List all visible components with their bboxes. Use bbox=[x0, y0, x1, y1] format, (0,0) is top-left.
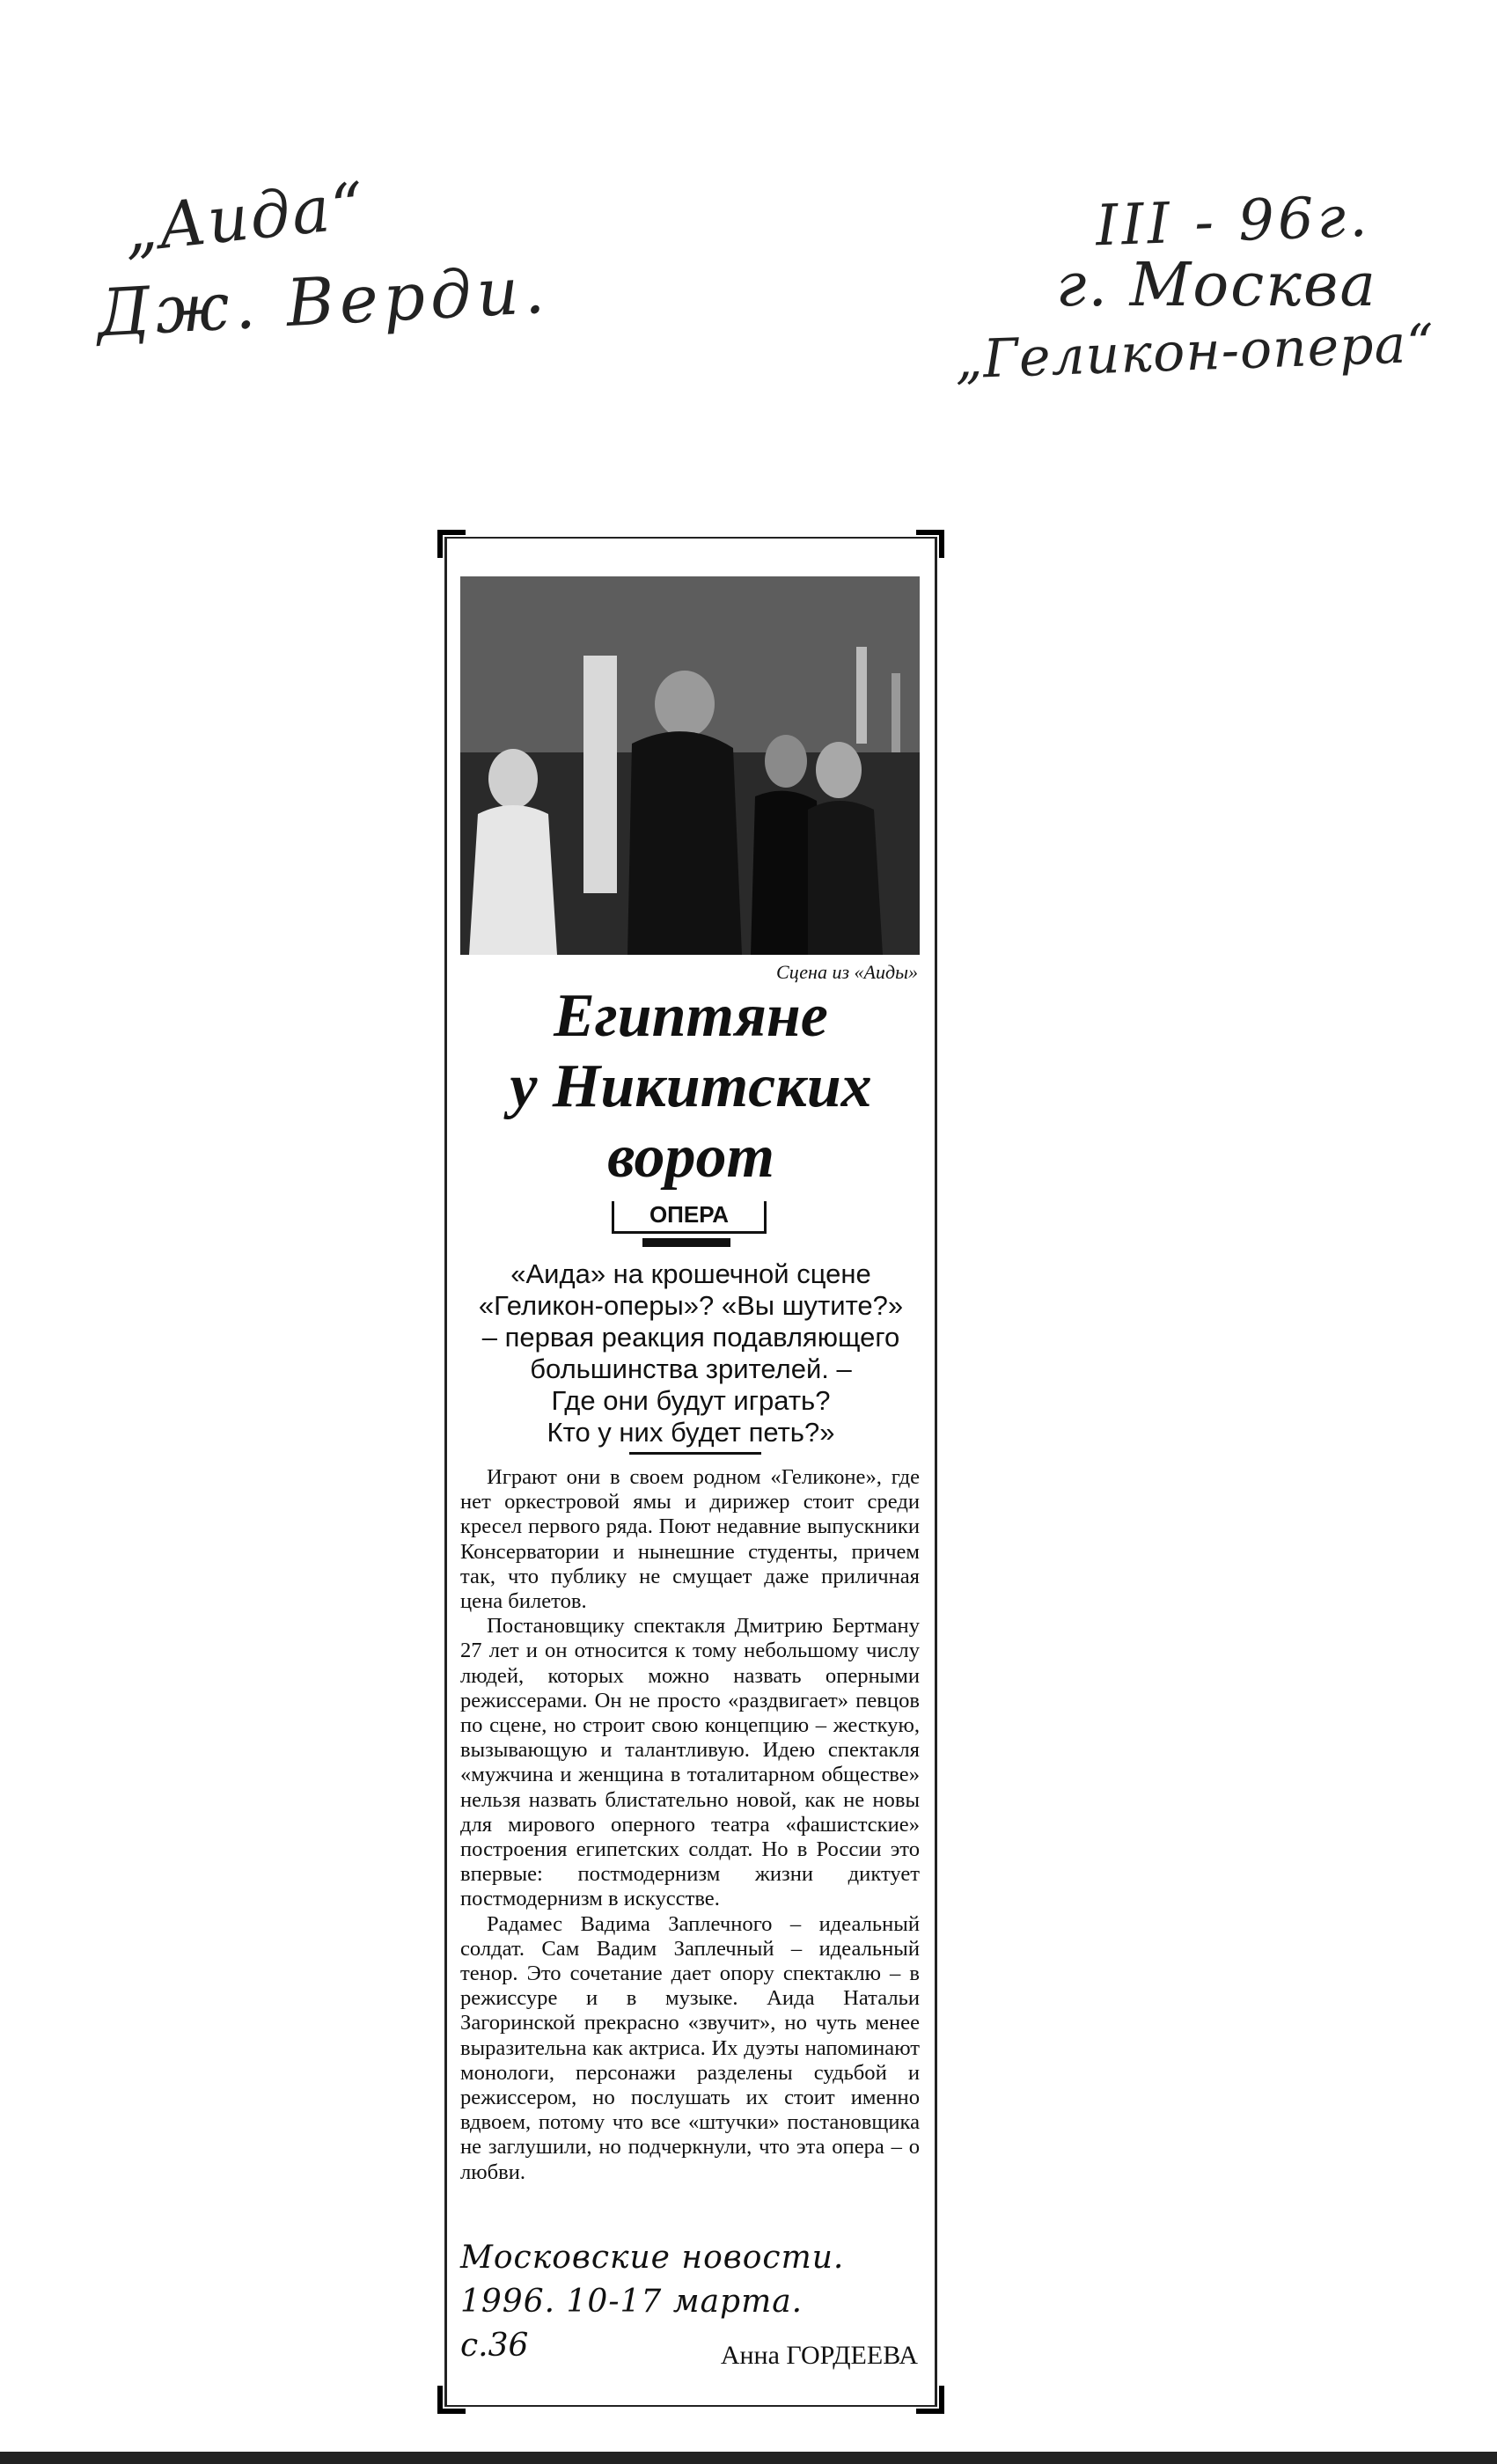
headline-line: Египтяне bbox=[554, 982, 828, 1050]
body-paragraph: Радамес Вадима Заплечного – идеальный солдат. Сам Вадим Заплечный – идеальный тенор. Это сочетание дает опору спектаклю – в режиссуре и в музыке. Аида Натальи Загоринской прекрасно «звучит», но чуть менее выразительна как актриса. Их дуэты напоминают монологи, персонажи разделены судьбой и режиссером, но послушать их стоит именно вдвоем, потому что все «штучки» постановщика не заглушили, но подчеркнули, что эта опера – о любви. bbox=[460, 1911, 920, 2184]
headline-line: ворот bbox=[607, 1123, 774, 1191]
handwritten-page: с.36 bbox=[460, 2328, 529, 2364]
frame-corner bbox=[916, 2386, 944, 2414]
handwritten-composer: Дж. Верди. bbox=[95, 252, 552, 352]
lead-paragraph bbox=[444, 1258, 937, 1448]
handwritten-date: III - 96г. bbox=[1094, 184, 1372, 260]
stage-photo bbox=[460, 576, 920, 955]
lead-line: Кто у них будет петь?» bbox=[547, 1417, 835, 1448]
rubric-bar bbox=[642, 1238, 730, 1247]
photo-caption: Сцена из «Аиды» bbox=[776, 961, 918, 983]
rubric-label: ОПЕРА bbox=[649, 1201, 730, 1228]
divider bbox=[629, 1452, 761, 1455]
handwritten-source: Московские новости. bbox=[460, 2240, 845, 2276]
lead-line: Где они будут играть? bbox=[551, 1385, 831, 1416]
newspaper-clipping bbox=[444, 537, 937, 2407]
handwritten-title: „Аида“ bbox=[120, 167, 370, 268]
rubric-box bbox=[612, 1201, 767, 1234]
article-body bbox=[460, 1465, 920, 2185]
body-paragraph: Постановщику спектакля Дмитрию Бертману 27 лет и он относится к тому небольшому числу людей, которых можно назвать оперными режиссерами. Он не просто «раздвигает» певцов по сцене, но строит свою концепцию – жесткую, вызывающую и талантливую. Идею спектакля «мужчина и женщина в тоталитарном обществе» нельзя назвать блистательно новой, как не новы для мирового оперного театра «фашистские» построения египетских солдат. Но в России это впервые: постмодернизм жизни диктует постмодернизм в искусстве. bbox=[460, 1614, 920, 1911]
frame-corner bbox=[437, 2386, 466, 2414]
author-signature: Анна ГОРДЕЕВА bbox=[720, 2341, 918, 2370]
lead-line: «Геликон-оперы»? «Вы шутите?» bbox=[478, 1290, 904, 1321]
handwritten-city: г. Москва bbox=[1056, 251, 1377, 320]
lead-line: – первая реакция подавляющего bbox=[481, 1322, 900, 1353]
lead-line: «Аида» на крошечной сцене bbox=[510, 1258, 871, 1289]
handwritten-source-date: 1996. 10-17 марта. bbox=[460, 2284, 804, 2320]
handwritten-theatre: „Геликон-опера“ bbox=[953, 312, 1436, 392]
headline-line: у Никитских bbox=[510, 1052, 872, 1120]
frame-corner bbox=[437, 530, 466, 558]
lead-line: большинства зрителей. – bbox=[530, 1353, 852, 1384]
body-paragraph: Играют они в своем родном «Геликоне», где нет оркестровой ямы и дирижер стоит среди кресел первого ряда. Поют недавние выпускники Консерватории и нынешние студенты, причем так, что публику не смущает даже приличная цена билетов. bbox=[460, 1465, 920, 1614]
scan-edge bbox=[0, 2452, 1497, 2464]
frame-corner bbox=[916, 530, 944, 558]
headline bbox=[444, 981, 937, 1192]
